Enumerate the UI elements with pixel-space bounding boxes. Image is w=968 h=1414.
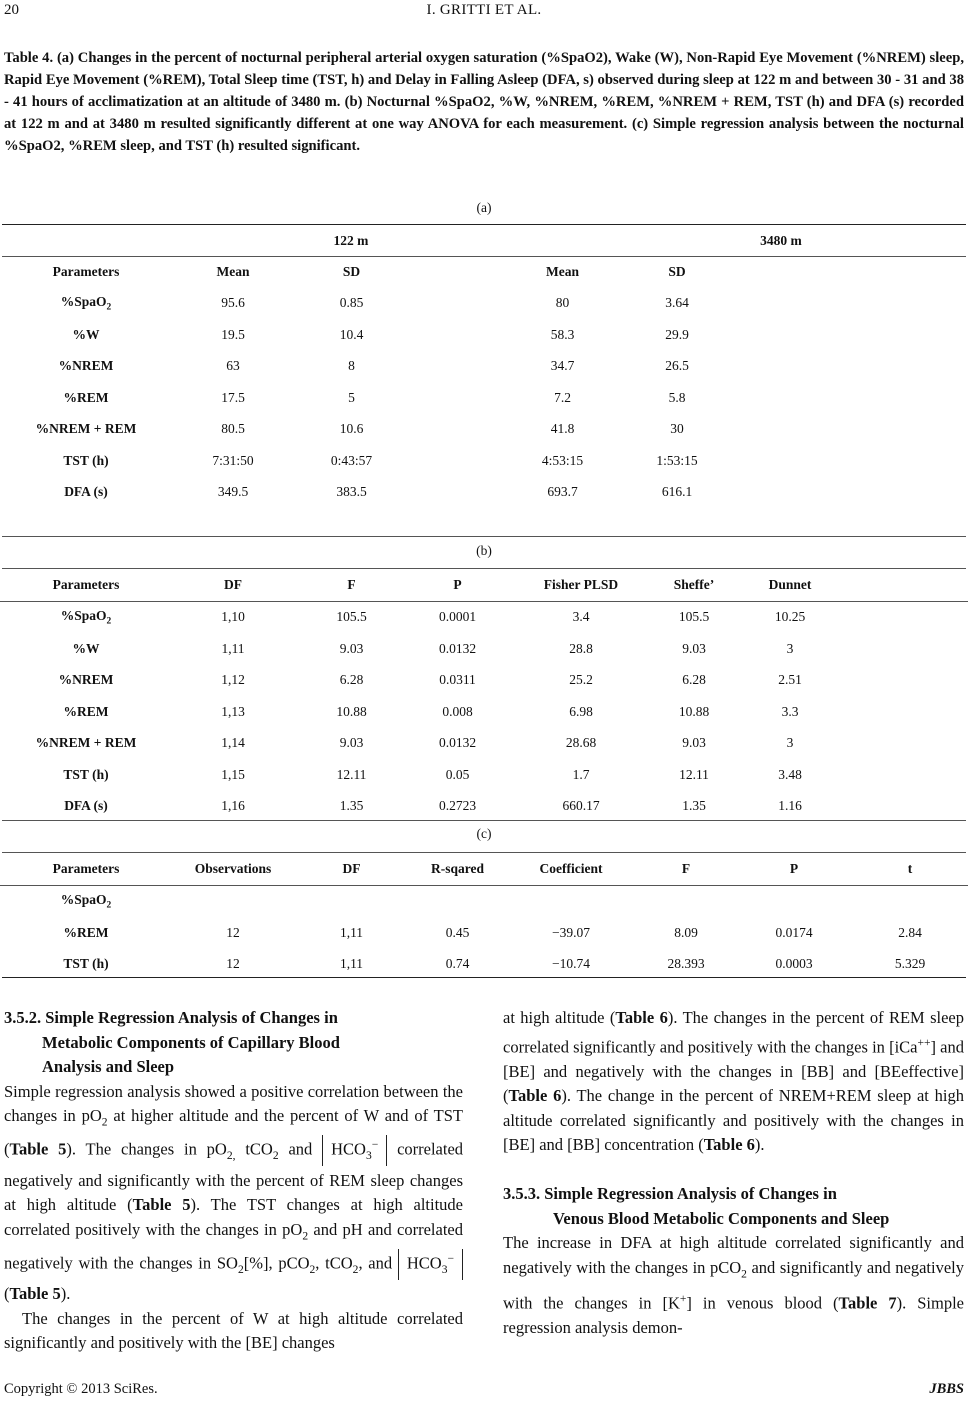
paragraph-left-2: The changes in the percent of W at high altitude correlated significantly and positively with the [BE] changes (4, 1308, 463, 1353)
table-cell: 5.329 (894, 956, 926, 972)
table-cell: 8 (348, 358, 355, 374)
bicarbonate-formula: $HCO_3^-$ (322, 1135, 387, 1166)
table-7-ref[interactable]: Table 7 (838, 1293, 897, 1313)
table-cell: −39.07 (552, 924, 590, 940)
table-c-bottom-rule (2, 977, 966, 978)
running-header (4, 2, 964, 26)
table-c-label: (c) (476, 826, 492, 841)
column-header: DF (342, 860, 361, 876)
table-cell: 8.09 (674, 924, 698, 940)
table-cell: 63 (226, 358, 240, 374)
table-cell: 6.28 (682, 672, 706, 688)
table-cell: 0:43:57 (330, 452, 373, 468)
table-cell: 1.35 (339, 798, 364, 814)
column-header: Observations (194, 860, 272, 876)
table-c (0, 853, 968, 980)
row-label: %NREM + REM (35, 421, 137, 437)
table-cell: 9.03 (339, 735, 364, 751)
table-cell (294, 885, 409, 917)
column-header: SD (668, 263, 686, 279)
paragraph-right-1: at high altitude (Table 6). The changes in the percent of REM sleep correlated significantly and positively with the changes in [iCa++] and [BE] and negatively with the changes in [BB] and [BEeffective] (Table 6). The change in the percent of NREM+REM sleep at high altitude correlated significantly and positively with the changes in [BE] and [BB] concentration (Table 6). (503, 1008, 965, 1155)
table-cell: 0.05 (445, 766, 470, 782)
row-label: %REM (63, 389, 109, 405)
table-cell: 4:53:15 (541, 452, 584, 468)
table-a-bottom-rule (2, 536, 966, 537)
column-header: Parameters (52, 860, 120, 876)
table-cell: 6.98 (569, 703, 593, 719)
table-cell: 693.7 (547, 484, 578, 500)
table-cell: 3 (786, 735, 794, 751)
table-b-bottom-rule (2, 820, 966, 821)
table-6-ref[interactable]: Table 6 (703, 1135, 755, 1155)
table-cell (736, 885, 852, 917)
table-cell: 12 (226, 924, 240, 940)
row-label: %REM (63, 924, 109, 940)
table-cell: 105.5 (678, 609, 710, 625)
row-label: %SpaO$_2$ (60, 891, 112, 911)
table-cell: 3.4 (572, 609, 590, 625)
table-cell: 26.5 (665, 358, 689, 374)
table-cell: 0.85 (339, 295, 364, 311)
table-cell: 10.88 (678, 703, 710, 719)
column-header: Dunnet (768, 576, 812, 592)
table-row (0, 759, 968, 791)
table-row (0, 477, 968, 509)
column-header: R-sqared (430, 860, 484, 876)
table-cell: −10.74 (552, 956, 590, 972)
table-5-ref[interactable]: Table 5 (9, 1139, 67, 1159)
table-cell (409, 885, 506, 917)
table-cell: 10.6 (339, 421, 364, 437)
table-cell: 0.008 (442, 703, 473, 719)
table-cell (506, 885, 636, 917)
table-cell: 10.4 (339, 326, 364, 342)
column-header: P (789, 860, 799, 876)
table-row (0, 414, 968, 446)
paragraph-right-2: The increase in DFA at high altitude correlated significantly and negatively with the changes in pCO$_2$ and significantly and negatively with the changes in [K+] in venous blood (Table 7). Simple regression analysis demon- (503, 1233, 964, 1337)
row-label: %NREM (58, 672, 114, 688)
column-header: P (453, 576, 462, 592)
row-label: %SpaO$_2$ (60, 293, 112, 313)
running-title: I. GRITTI ET AL. (426, 2, 542, 18)
table-cell: 0.0132 (438, 640, 477, 656)
group-122m: 122 m (333, 232, 369, 248)
table-5-ref[interactable]: Table 5 (9, 1284, 61, 1304)
table-row (0, 917, 968, 949)
table-a-group-header (0, 225, 968, 257)
table-cell: 1.16 (778, 798, 802, 814)
table-row (0, 949, 968, 981)
table-cell: 9.03 (682, 640, 706, 656)
table-cell: 1,13 (221, 703, 245, 719)
table-cell: 1.35 (682, 798, 706, 814)
table-cell: 95.6 (221, 295, 245, 311)
copyright-notice: Copyright © 2013 SciRes. (4, 1381, 158, 1397)
table-b-header-row (0, 569, 968, 601)
table-row (0, 728, 968, 760)
row-label: %W (72, 326, 100, 342)
column-header: Mean (216, 263, 250, 279)
table-5-ref[interactable]: Table 5 (132, 1195, 191, 1215)
table-cell: 0.0311 (439, 672, 476, 688)
table-cell: 6.28 (339, 672, 364, 688)
table-cell: 0.74 (445, 956, 470, 972)
table-cell (852, 885, 968, 917)
table-cell: 80.5 (221, 421, 245, 437)
row-label: DFA (s) (64, 484, 108, 500)
table-cell: 349.5 (217, 484, 249, 500)
table-cell: 9.03 (339, 640, 364, 656)
row-label: %NREM (58, 358, 114, 374)
table-cell: 0.0001 (438, 609, 477, 625)
row-label: %NREM + REM (35, 735, 137, 751)
table-cell: 12.11 (679, 766, 709, 782)
right-column (503, 1006, 964, 1340)
section-heading-3-5-2: 3.5.2. Simple Regression Analysis of Changes in Metabolic Components of Capillary Blood Analysis and Sleep (4, 1008, 340, 1077)
column-header: F (347, 576, 356, 592)
page-number: 20 (4, 2, 19, 18)
table-cell: 1,15 (221, 766, 245, 782)
column-header: Sheffe’ (673, 576, 715, 592)
table-cell: 30 (670, 421, 684, 437)
table-cell: 0.0003 (775, 956, 813, 972)
table-row (0, 633, 968, 665)
table-cell (636, 885, 736, 917)
table-cell (172, 885, 294, 917)
row-label: TST (h) (63, 452, 109, 468)
column-header: Fisher PLSD (543, 576, 619, 592)
table-cell: 12.11 (336, 766, 367, 782)
table-6-ref[interactable]: Table 6 (615, 1008, 668, 1027)
table-cell: 10.88 (336, 703, 367, 719)
table-row (0, 288, 968, 320)
table-cell: 7.2 (554, 389, 571, 405)
table-cell: 3.64 (665, 295, 689, 311)
table-cell: 1,10 (221, 609, 245, 625)
table-b-label: (b) (476, 543, 492, 558)
table-cell: 0.45 (445, 924, 470, 940)
table-a-header-row (0, 256, 968, 288)
table-cell: 1,11 (339, 924, 364, 940)
table-row (0, 665, 968, 697)
group-3480m: 3480 m (760, 232, 802, 248)
table-cell: 41.8 (550, 421, 575, 437)
table-row (0, 382, 968, 414)
column-header: Coefficient (539, 860, 603, 876)
table-b (0, 569, 968, 822)
table-cell: 28.8 (569, 640, 593, 656)
journal-abbrev: JBBS (929, 1381, 964, 1397)
table-cell: 616.1 (661, 484, 693, 500)
bicarbonate-formula: $HCO_3^-$ (398, 1249, 463, 1280)
column-header: Parameters (52, 576, 120, 592)
table-cell: 12 (226, 956, 240, 972)
table-cell: 105.5 (336, 609, 367, 625)
table-cell: 28.393 (667, 956, 705, 972)
table-a-label: (a) (476, 200, 492, 215)
row-label: %SpaO$_2$ (60, 607, 112, 627)
table-cell: 1,11 (221, 640, 245, 656)
table-cell: 2.84 (898, 924, 922, 940)
table-cell: 80 (555, 295, 570, 311)
table-cell: 17.5 (221, 389, 245, 405)
table-row (0, 445, 968, 477)
table-cell: 5.8 (668, 389, 686, 405)
section-heading-3-5-3: 3.5.3. Simple Regression Analysis of Changes in Venous Blood Metabolic Components and Sleep (503, 1184, 890, 1228)
table-cell: 19.5 (221, 326, 245, 342)
table-cell: 5 (348, 389, 355, 405)
table-cell: 660.17 (562, 798, 600, 814)
table-c-header-row (0, 853, 968, 885)
table-cell: 1,11 (339, 956, 364, 972)
table-row (0, 696, 968, 728)
table-cell: 29.9 (665, 326, 689, 342)
column-header: t (907, 860, 913, 876)
table-cell: 1,16 (221, 798, 245, 814)
table-cell: 1.7 (572, 766, 590, 782)
table-cell: 0.2723 (438, 798, 477, 814)
row-label: %REM (63, 703, 109, 719)
column-header: SD (342, 263, 361, 279)
row-label: TST (h) (63, 766, 109, 782)
row-label: TST (h) (63, 956, 109, 972)
table-caption: Table 4. (a) Changes in the percent of nocturnal peripheral arterial oxygen saturation (%SpaO2), Wake (W), Non-Rapid Eye Movement (%NREM) sleep, Rapid Eye Movement (%REM), Total Sleep time (TST, h) and Delay in Falling Asleep (DFA, s) observed during sleep at 122 m and between 30 - 31 and 38 - 41 hours of acclimatization at an altitude of 3480 m. (b) Nocturnal %SpaO2, %W, %NREM, %REM, %NREM + REM, TST (h) and DFA (s) recorded at 122 m and at 3480 m resulted significantly different at one way ANOVA for each measurement. (c) Simple regression analysis between the nocturnal %SpaO2, %REM sleep, and TST (h) resulted significant. (4, 50, 964, 154)
column-header: F (681, 860, 691, 876)
table-cell: 9.03 (682, 735, 706, 751)
table-cell: 3.3 (781, 703, 799, 719)
left-column (4, 1006, 463, 1356)
column-header: Parameters (52, 263, 120, 279)
table-cell: 7:31:50 (212, 452, 254, 468)
table-row (0, 791, 968, 823)
table-cell: 1,12 (221, 672, 245, 688)
row-label: DFA (s) (64, 798, 108, 814)
table-6-ref[interactable]: Table 6 (508, 1086, 562, 1106)
column-header: Mean (546, 263, 579, 279)
table-cell: 3 (786, 640, 794, 656)
table-cell: 25.2 (569, 672, 593, 688)
table-cell: 0.0174 (775, 924, 813, 940)
table-row (0, 319, 968, 351)
table-cell: 10.25 (774, 609, 806, 625)
table-cell: 0.0132 (438, 735, 477, 751)
table-row (0, 351, 968, 383)
row-label: %W (72, 640, 100, 656)
table-cell: 2.51 (778, 672, 802, 688)
paragraph-left-1: Simple regression analysis showed a positive correlation between the changes in $pO_2$ at higher altitude and the percent of W and of TST (Table 5). The changes in $pO_{2,}$ tCO$_2$ and $HCO_3^-$ correlated negatively and significantly with the percent of REM sleep changes at high altitude (Table 5). The TST changes at high altitude correlated positively with the changes in $pO_2$ and pH and correlated negatively with the changes in $SO_2[\%]$, pCO$_2$, tCO$_2$, and $HCO_3^-$ (Table 5). (4, 1081, 464, 1304)
table-row (0, 885, 968, 917)
table-cell: 383.5 (336, 484, 367, 500)
table-cell: 58.3 (550, 326, 575, 342)
table-cell: 28.68 (565, 735, 597, 751)
table-cell: 1,14 (221, 735, 245, 751)
table-a (0, 256, 968, 508)
table-cell: 3.48 (778, 766, 802, 782)
table-cell: 34.7 (550, 358, 575, 374)
table-row (0, 601, 968, 633)
table-cell: 1:53:15 (656, 452, 698, 468)
column-header: DF (224, 576, 242, 592)
